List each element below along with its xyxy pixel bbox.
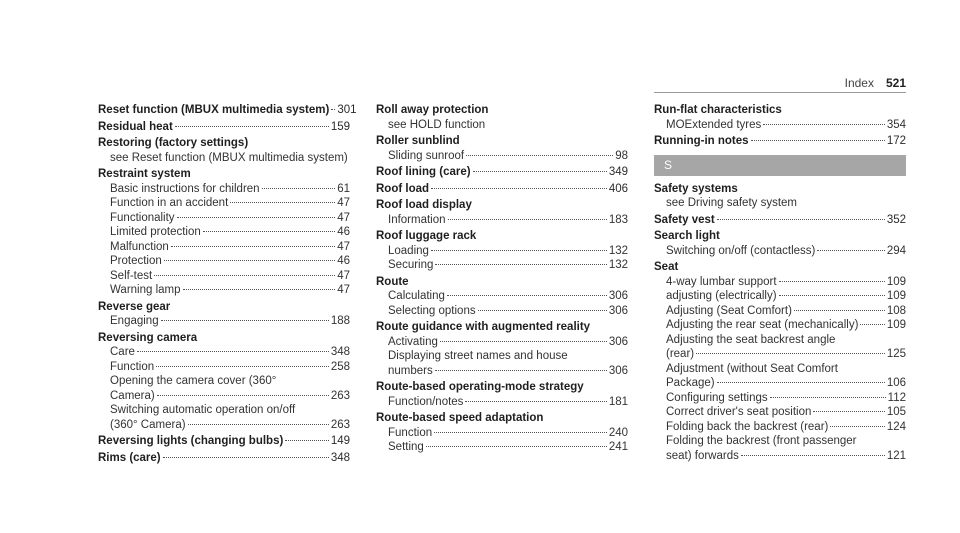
page-reference[interactable]: 149 <box>330 435 350 447</box>
index-entry <box>654 229 906 258</box>
index-entry <box>98 331 350 433</box>
dot-leader <box>447 295 607 296</box>
page-reference[interactable]: 47 <box>337 240 350 253</box>
index-heading: Safety systems <box>654 182 738 195</box>
index-heading: Restoring (factory settings) <box>98 137 249 149</box>
heading-text: Rims (care) <box>98 451 161 464</box>
dot-leader <box>426 446 607 447</box>
index-subentry: see Reset function (MBUX multimedia system) <box>110 151 348 164</box>
index-heading: Run-flat characteristics <box>654 104 782 116</box>
heading-text: Roof load <box>376 182 430 195</box>
subentry-text: (rear) <box>666 348 695 360</box>
dot-leader <box>154 275 335 276</box>
index-entry <box>376 182 628 197</box>
dot-leader <box>448 219 607 220</box>
index-subentry: Folding the backrest (front passenger <box>666 435 857 447</box>
index-subentry[interactable] <box>654 376 906 391</box>
index-entry <box>376 320 628 378</box>
index-subentry: Adjustment (without Seat Comfort <box>666 362 838 375</box>
page-reference[interactable]: 348 <box>330 346 350 358</box>
dot-leader <box>183 289 336 290</box>
index-heading: Route-based operating-mode strategy <box>376 381 584 393</box>
index-subentry[interactable] <box>654 289 906 304</box>
dot-leader <box>156 366 329 367</box>
index-subentry[interactable] <box>654 420 906 435</box>
dot-leader <box>763 124 885 125</box>
subentry-text: Switching on/off (contactless) <box>666 244 816 257</box>
index-subentry[interactable] <box>654 347 906 362</box>
dot-leader <box>478 310 607 311</box>
dot-leader <box>175 126 329 127</box>
page-reference[interactable]: 47 <box>337 284 350 296</box>
index-subentry[interactable] <box>98 240 350 255</box>
page-reference[interactable]: 406 <box>608 182 628 195</box>
page-reference[interactable]: 258 <box>330 360 350 373</box>
index-heading: Roof load display <box>376 199 472 211</box>
page-reference[interactable]: 47 <box>337 197 350 209</box>
dot-leader <box>230 202 335 203</box>
dot-leader <box>161 320 329 321</box>
index-subentry: Adjusting the seat backrest angle <box>666 333 836 346</box>
subentry-text: numbers <box>388 364 433 377</box>
index-subentry[interactable] <box>376 289 628 304</box>
index-subentry[interactable] <box>98 254 350 269</box>
index-entry <box>376 134 628 163</box>
subentry-text: adjusting (electrically) <box>666 290 777 302</box>
page-reference[interactable]: 348 <box>330 451 350 464</box>
heading-text: Running-in notes <box>654 135 749 147</box>
index-subentry: Displaying street names and house <box>388 350 568 362</box>
index-heading[interactable] <box>98 451 350 466</box>
subentry-text: Setting <box>388 441 424 453</box>
dot-leader <box>188 424 329 425</box>
heading-text: Reset function (MBUX multimedia system) <box>98 104 330 116</box>
heading-text: Reversing lights (changing bulbs) <box>98 435 284 447</box>
index-subentry[interactable] <box>376 149 628 164</box>
dot-leader <box>285 440 329 441</box>
subentry-text: Loading <box>388 244 429 257</box>
dot-leader <box>440 341 607 342</box>
page-reference[interactable]: 172 <box>886 135 906 147</box>
index-subentry[interactable] <box>654 318 906 333</box>
dot-leader <box>751 140 885 141</box>
subentry-text: Function <box>388 426 433 439</box>
dot-leader <box>779 281 885 282</box>
subentry-text: Activating <box>388 335 438 348</box>
subentry-text: Care <box>110 346 135 358</box>
subentry-text: Malfunction <box>110 240 169 253</box>
page-reference[interactable]: 108 <box>886 304 906 317</box>
index-entry <box>98 120 350 135</box>
index-entry <box>654 103 906 132</box>
index-column-3 <box>654 103 906 465</box>
index-subentry[interactable] <box>376 426 628 441</box>
page-reference[interactable]: 263 <box>330 418 350 431</box>
index-entry <box>98 300 350 329</box>
dot-leader <box>465 401 606 402</box>
dot-leader <box>435 264 606 265</box>
dot-leader <box>431 250 607 251</box>
dot-leader <box>431 188 607 189</box>
subentry-text: Engaging <box>110 315 159 327</box>
dot-leader <box>435 370 607 371</box>
dot-leader <box>473 171 607 172</box>
subentry-text: Sliding sunroof <box>388 149 465 162</box>
dot-leader <box>696 353 885 354</box>
heading-text: Roof lining (care) <box>376 166 471 178</box>
page-reference[interactable]: 47 <box>337 269 350 282</box>
index-subentry[interactable] <box>98 360 350 375</box>
subentry-text: Limited protection <box>110 226 201 238</box>
page-reference[interactable]: 109 <box>886 275 906 288</box>
dot-leader <box>171 246 335 247</box>
page-reference[interactable]: 132 <box>608 244 628 257</box>
page-reference[interactable]: 112 <box>887 391 906 404</box>
subentry-text: Protection <box>110 255 162 267</box>
index-subentry: see Driving safety system <box>666 197 798 209</box>
dot-leader <box>177 217 336 218</box>
dot-leader <box>717 382 885 383</box>
index-heading: Roof luggage rack <box>376 230 477 242</box>
index-heading: Route-based speed adaptation <box>376 412 544 424</box>
page-reference[interactable]: 125 <box>886 348 906 360</box>
dot-leader <box>830 426 884 427</box>
index-entry <box>98 434 350 449</box>
subentry-text: Information <box>388 213 446 226</box>
dot-leader <box>434 432 607 433</box>
page-header <box>845 76 906 90</box>
index-subentry[interactable] <box>654 275 906 290</box>
index-subentry[interactable] <box>376 213 628 228</box>
dot-leader <box>163 457 329 458</box>
index-subentry[interactable] <box>376 395 628 410</box>
index-heading[interactable] <box>98 103 357 118</box>
index-subentry[interactable] <box>654 118 906 133</box>
dot-leader <box>137 351 329 352</box>
page-number: 521 <box>885 76 906 90</box>
page-reference[interactable]: 98 <box>615 149 628 162</box>
page-reference[interactable]: 61 <box>337 182 350 195</box>
heading-text: Safety vest <box>654 213 715 226</box>
index-entry <box>376 165 628 180</box>
subentry-text: seat) forwards <box>666 449 739 462</box>
dot-leader <box>203 231 335 232</box>
dot-leader <box>779 295 885 296</box>
index-subentry[interactable] <box>98 314 350 329</box>
index-subentry[interactable] <box>98 269 350 284</box>
index-subentry[interactable] <box>654 449 906 464</box>
dot-leader <box>157 395 329 396</box>
index-entry <box>376 198 628 227</box>
index-subentry: Opening the camera cover (360° <box>110 375 277 387</box>
index-heading: Roll away protection <box>376 104 489 116</box>
index-heading: Seat <box>654 261 679 273</box>
dot-leader <box>466 155 613 156</box>
subentry-text: 4-way lumbar support <box>666 275 777 288</box>
index-entry <box>654 182 906 211</box>
index-subentry[interactable] <box>376 244 628 259</box>
page-reference[interactable]: 132 <box>608 259 628 271</box>
subentry-text: Adjusting (Seat Comfort) <box>666 304 792 317</box>
page-reference[interactable]: 109 <box>886 319 906 331</box>
subentry-text: Configuring settings <box>666 391 768 404</box>
index-heading[interactable] <box>98 434 350 449</box>
page-reference[interactable]: 294 <box>886 244 906 257</box>
index-label: Index <box>844 76 874 90</box>
page-reference[interactable]: 354 <box>886 118 906 131</box>
subentry-text: Package) <box>666 377 715 389</box>
index-heading[interactable] <box>376 182 628 197</box>
index-heading[interactable] <box>654 213 906 228</box>
index-entry <box>376 380 628 409</box>
page-reference[interactable]: 183 <box>608 213 628 226</box>
index-subentry[interactable] <box>654 244 906 259</box>
index-entry <box>98 451 350 466</box>
subentry-text: Function in an accident <box>110 197 229 209</box>
page-reference[interactable]: 181 <box>608 395 628 408</box>
index-entry <box>98 167 350 298</box>
subentry-text: Function/notes <box>388 395 464 408</box>
index-heading[interactable] <box>654 134 906 149</box>
dot-leader <box>813 411 884 412</box>
subentry-text: Correct driver's seat position <box>666 406 812 418</box>
index-subentry[interactable] <box>654 304 906 319</box>
index-subentry[interactable] <box>376 440 628 455</box>
index-entry <box>654 260 906 463</box>
index-heading: Restraint system <box>98 168 191 180</box>
index-heading: Search light <box>654 230 720 242</box>
subentry-text: Function <box>110 360 155 373</box>
index-subentry[interactable] <box>98 196 350 211</box>
page-reference[interactable]: 46 <box>337 255 350 267</box>
index-subentry[interactable] <box>98 418 350 433</box>
page-reference[interactable]: 109 <box>886 290 906 302</box>
index-heading[interactable] <box>98 120 350 135</box>
subentry-text: Securing <box>388 259 434 271</box>
page-reference[interactable]: 306 <box>608 335 628 348</box>
dot-leader <box>717 219 885 220</box>
subentry-text: Warning lamp <box>110 284 181 296</box>
dot-leader <box>164 260 335 261</box>
subentry-text: Calculating <box>388 290 445 302</box>
page-reference[interactable]: 121 <box>886 449 906 462</box>
index-group-s <box>654 182 906 464</box>
header-rule <box>654 92 906 93</box>
index-subentry[interactable] <box>98 389 350 404</box>
index-group-r <box>654 103 906 149</box>
letter-section-header: S <box>654 155 906 176</box>
index-heading: Route <box>376 275 409 288</box>
index-column-2 <box>376 103 628 457</box>
index-subentry[interactable] <box>98 225 350 240</box>
page-reference[interactable]: 188 <box>330 315 350 327</box>
subentry-text: (360° Camera) <box>110 418 186 431</box>
index-subentry[interactable] <box>98 345 350 360</box>
index-subentry[interactable] <box>654 405 906 420</box>
index-heading: Roller sunblind <box>376 135 460 147</box>
index-subentry[interactable] <box>98 283 350 298</box>
page-reference[interactable]: 349 <box>608 166 628 178</box>
dot-leader <box>770 397 886 398</box>
index-subentry[interactable] <box>654 391 906 406</box>
page-reference[interactable]: 159 <box>330 120 350 133</box>
subentry-text: Selecting options <box>388 304 476 317</box>
page-reference[interactable]: 105 <box>886 406 906 418</box>
dot-leader <box>794 310 885 311</box>
heading-text: Residual heat <box>98 120 173 133</box>
page-reference[interactable]: 301 <box>337 104 357 116</box>
subentry-text: Camera) <box>110 389 155 402</box>
index-subentry[interactable] <box>376 304 628 319</box>
subentry-text: Self-test <box>110 269 153 282</box>
page-reference[interactable]: 306 <box>608 364 628 377</box>
index-entry <box>376 103 628 132</box>
index-entry <box>98 136 350 165</box>
index-entry <box>376 275 628 319</box>
index-column-1 <box>98 103 357 467</box>
subentry-text: Folding back the backrest (rear) <box>666 420 829 433</box>
dot-leader <box>860 324 884 325</box>
index-subentry[interactable] <box>98 211 350 226</box>
page-reference[interactable]: 46 <box>337 226 350 238</box>
index-heading[interactable] <box>376 165 628 180</box>
page-reference[interactable]: 106 <box>886 377 906 389</box>
page-reference[interactable]: 47 <box>337 211 350 224</box>
index-entry <box>654 134 906 149</box>
index-subentry[interactable] <box>376 364 628 379</box>
index-entry <box>376 411 628 455</box>
subentry-text: Basic instructions for children <box>110 182 260 195</box>
page-reference[interactable]: 240 <box>608 426 628 439</box>
index-subentry: see HOLD function <box>388 118 486 131</box>
page-reference[interactable]: 124 <box>886 420 906 433</box>
dot-leader <box>741 455 885 456</box>
index-entry <box>98 103 357 118</box>
index-subentry[interactable] <box>376 258 628 273</box>
page-reference[interactable]: 352 <box>886 213 906 226</box>
index-entry <box>376 229 628 273</box>
subentry-text: Adjusting the rear seat (mechanically) <box>666 319 859 331</box>
index-heading: Reversing camera <box>98 331 198 344</box>
index-heading: Route guidance with augmented reality <box>376 321 591 333</box>
dot-leader <box>331 109 335 110</box>
page-reference[interactable]: 306 <box>608 290 628 302</box>
subentry-text: Functionality <box>110 211 175 224</box>
index-subentry[interactable] <box>376 335 628 350</box>
index-entry <box>654 213 906 228</box>
dot-leader <box>817 250 884 251</box>
dot-leader <box>262 188 336 189</box>
page-reference[interactable]: 241 <box>608 441 628 453</box>
page-reference[interactable]: 263 <box>330 389 350 402</box>
index-heading: Reverse gear <box>98 300 171 313</box>
subentry-text: MOExtended tyres <box>666 118 762 131</box>
index-subentry: Switching automatic operation on/off <box>110 404 296 416</box>
page-reference[interactable]: 306 <box>608 304 628 317</box>
index-subentry[interactable] <box>98 182 350 197</box>
